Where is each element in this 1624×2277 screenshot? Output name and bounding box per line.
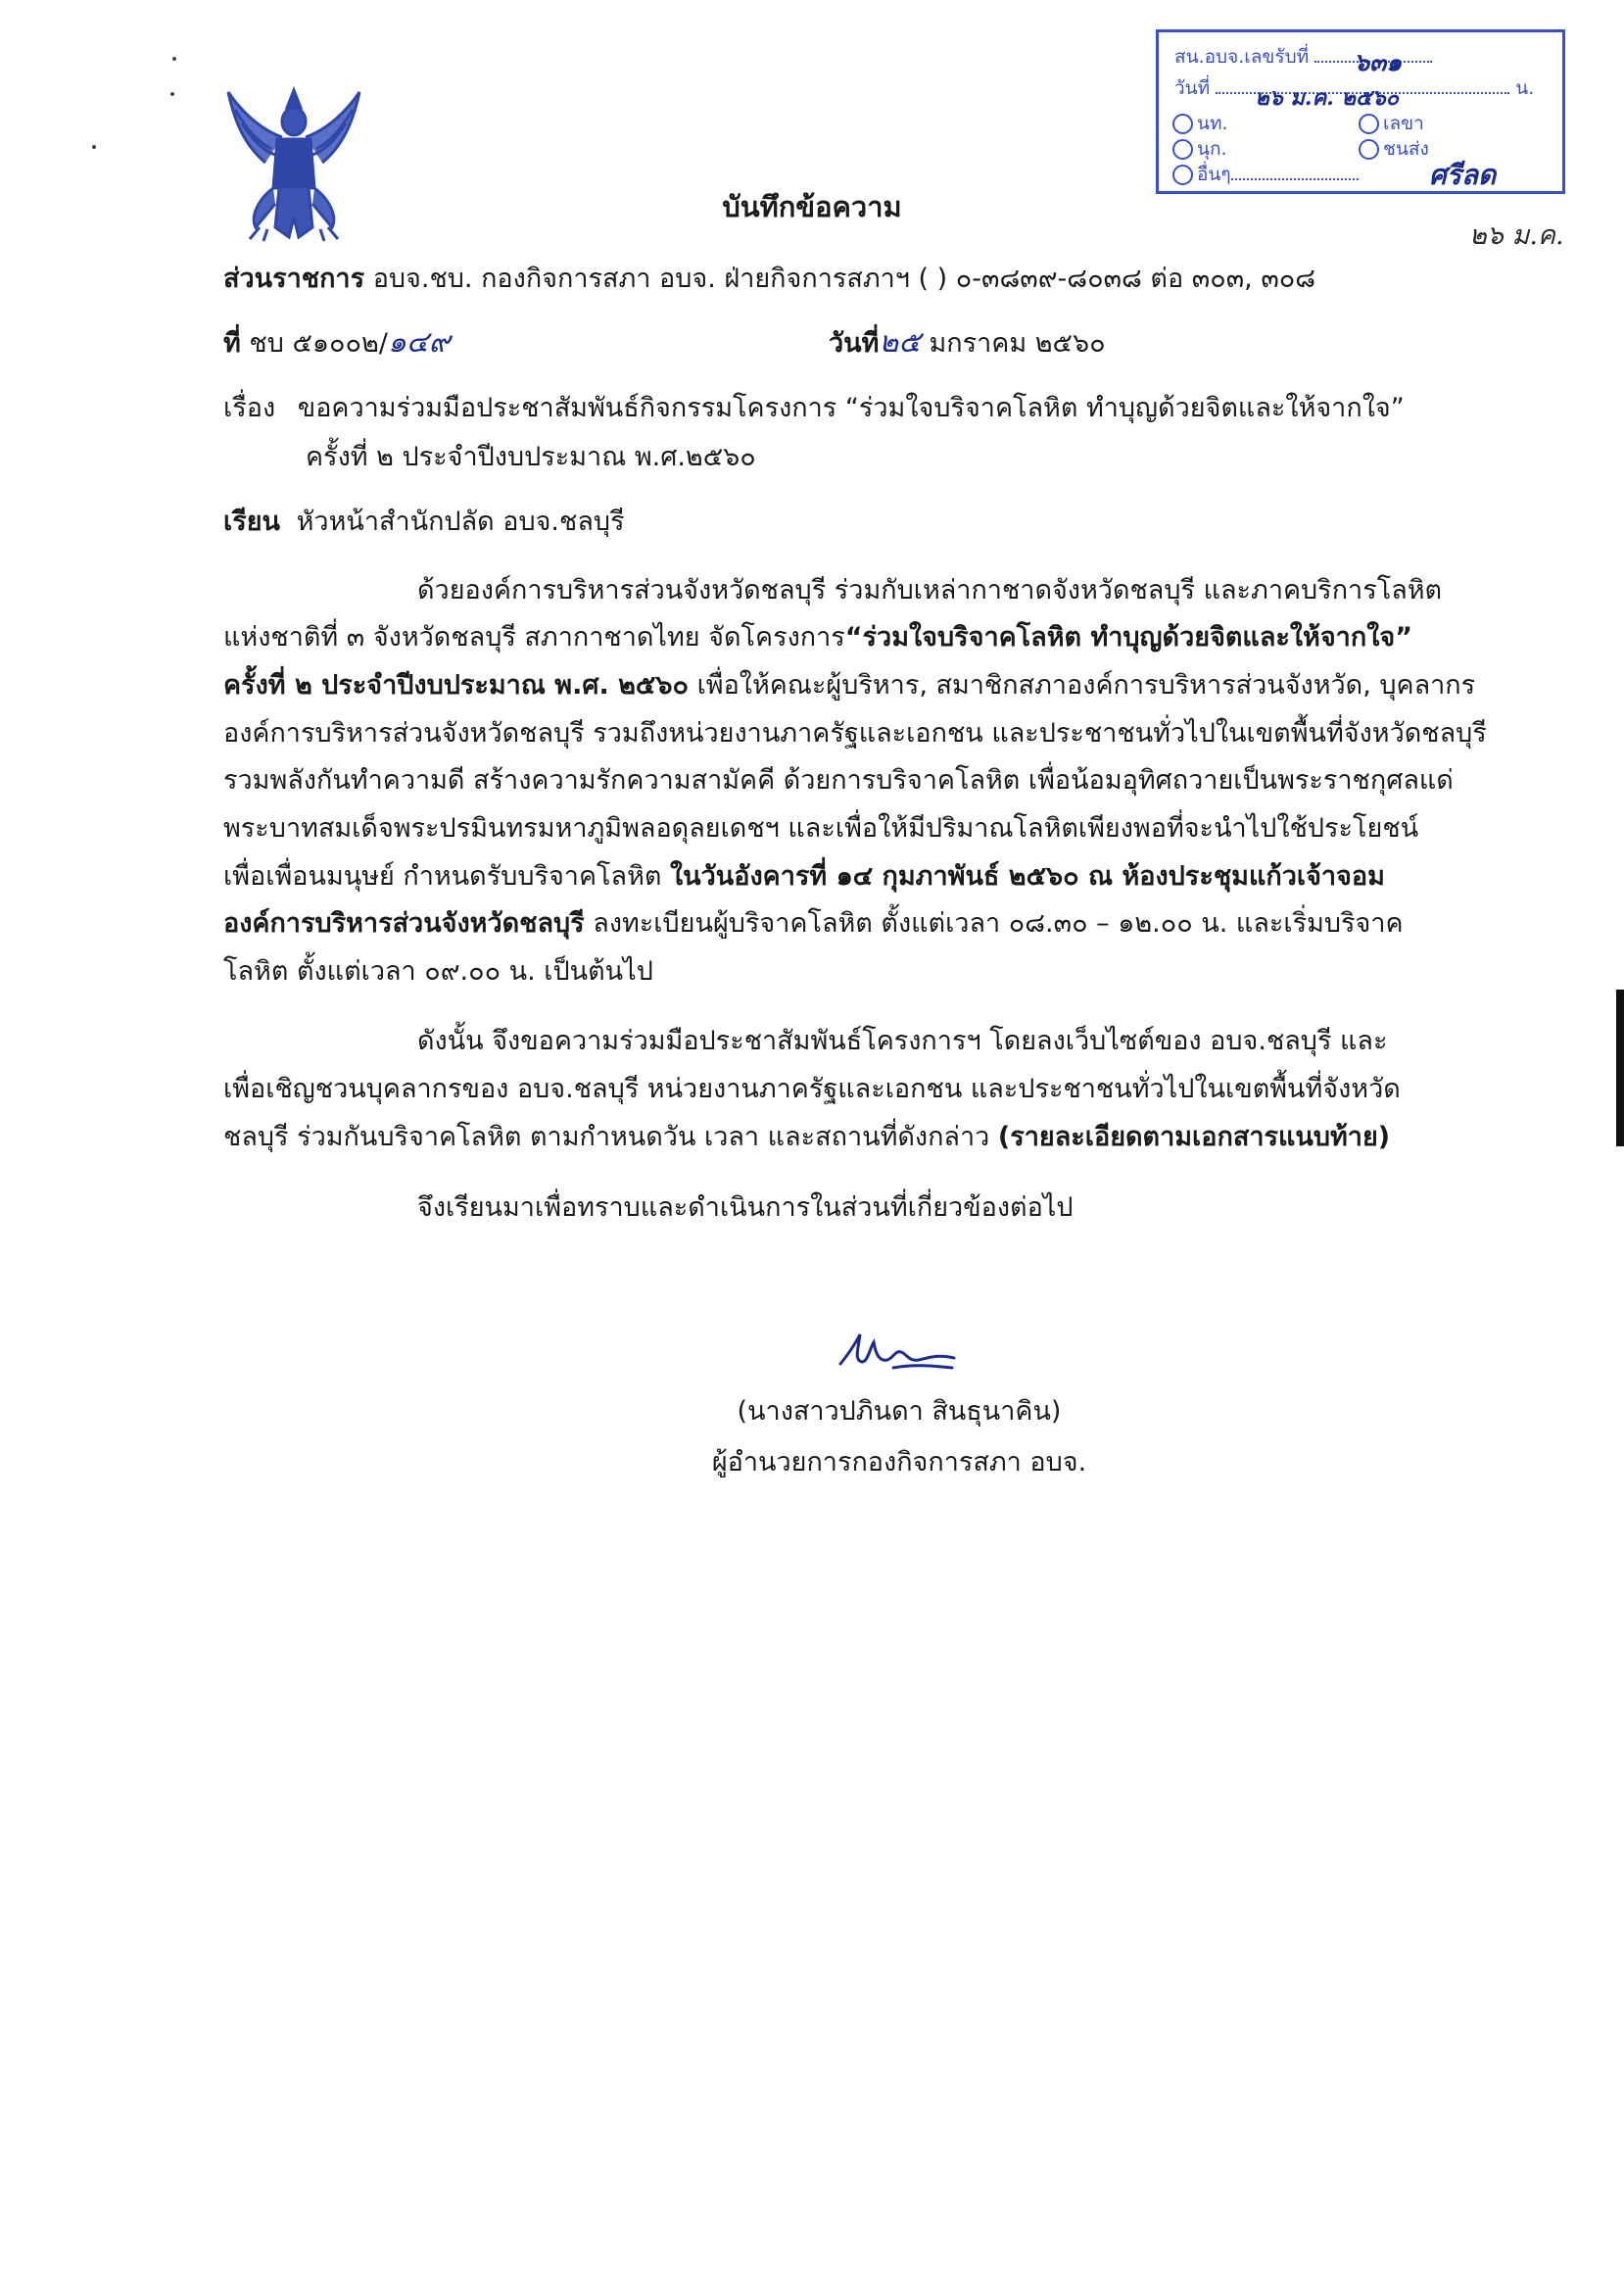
body-p1-line-3 bbox=[223, 663, 1475, 705]
scan-edge-shadow bbox=[1616, 990, 1624, 1146]
body-p1-line-2a: แห่งชาติที่ ๓ จังหวัดชลบุรี สภากาชาดไทย จัดโครงการ bbox=[223, 622, 845, 653]
body-p1-line-9: โลหิต ตั้งแต่เวลา ๐๙.๐๐ น. เป็นต้นไป bbox=[223, 956, 653, 987]
stamp-option-5: อื่นๆ bbox=[1197, 164, 1231, 185]
reference-label: ที่ bbox=[223, 328, 241, 359]
body-p1-line-4: องค์การบริหารส่วนจังหวัดชลบุรี รวมถึงหน่วยงานภาครัฐและเอกชน และประชาชนทั่วไปในเขตพื้นที่จังหวัดชลบุรี bbox=[223, 718, 1487, 749]
stamp-date-suffix: น. bbox=[1515, 77, 1535, 99]
subject-text-1: ขอความร่วมมือประชาสัมพันธ์กิจกรรมโครงการ “ร่วมใจบริจาคโลหิต ทำบุญด้วยจิตและให้จากใจ” bbox=[297, 393, 1405, 423]
date-value: มกราคม ๒๕๖๐ bbox=[929, 328, 1106, 359]
body-p2-line-3 bbox=[223, 1115, 1390, 1157]
signatory-position: ผู้อำนวยการกองกิจการสภา อบจ. bbox=[711, 1447, 1087, 1478]
registration-time: ลงทะเบียนผู้บริจาคโลหิต ตั้งแต่เวลา ๐๘.๓๐ – ๑๒.๐๐ น. และเริ่มบริจาค bbox=[584, 908, 1404, 939]
body-p1-line-6: พระบาทสมเด็จพระปรมินทรมหาภูมิพลอดุลยเดชฯ และเพื่อให้มีปริมาณโลหิตเพียงพอที่จะนำไปใช้ประโยชน์ bbox=[223, 813, 1419, 844]
venue-organization: องค์การบริหารส่วนจังหวัดชลบุรี bbox=[223, 908, 585, 939]
body-p1-line-3b: เพื่อให้คณะผู้บริหาร, สมาชิกสภาองค์การบริหารส่วนจังหวัด, บุคลากร bbox=[688, 670, 1476, 701]
stamp-checkbox-3 bbox=[1172, 139, 1193, 160]
closing-line: จึงเรียนมาเพื่อทราบและดำเนินการในส่วนที่เกี่ยวข้องต่อไป bbox=[417, 1192, 1074, 1223]
agency-label: ส่วนราชการ bbox=[223, 264, 365, 294]
stamp-handwritten-signature: ศรีลด bbox=[1429, 159, 1497, 191]
stamp-date-value: ๒๖ ม.ค. ๒๕๖๐ bbox=[1255, 85, 1400, 111]
addressee-label: เรียน bbox=[223, 507, 281, 537]
receive-stamp bbox=[1156, 29, 1565, 194]
body-p2-line-3a: ชลบุรี ร่วมกันบริจาคโลหิต ตามกำหนดวัน เวลา และสถานที่ดังกล่าว bbox=[223, 1122, 998, 1152]
memo-title: บันทึกข้อความ bbox=[722, 190, 902, 223]
date-line bbox=[829, 319, 1106, 365]
stamp-option-3: นุก. bbox=[1197, 138, 1227, 160]
body-p1-line-7a: เพื่อเพื่อนมนุษย์ กำหนดรับบริจาคโลหิต bbox=[223, 861, 670, 892]
subject-line-1 bbox=[223, 386, 1405, 428]
date-label: วันที่ bbox=[829, 328, 880, 359]
agency-line bbox=[223, 257, 1315, 299]
addressee-line bbox=[223, 500, 625, 542]
body-p1-line-5: รวมพลังกันทำความดี สร้างความรักความสามัคคี ด้วยการบริจาคโลหิต เพื่อน้อมอุทิศถวายเป็นพระราชกุศลแด่ bbox=[223, 765, 1454, 796]
stamp-number-label: สน.อบจ.เลขรับที่ bbox=[1174, 46, 1310, 68]
stamp-checkbox-2 bbox=[1359, 114, 1379, 134]
stamp-option-4: ชนส่ง bbox=[1383, 138, 1429, 160]
event-date-venue: ในวันอังคารที่ ๑๔ กุมภาพันธ์ ๒๕๖๐ ณ ห้องประชุมแก้วเจ้าจอม bbox=[669, 861, 1385, 892]
body-p1-line-1: ด้วยองค์การบริหารส่วนจังหวัดชลบุรี ร่วมกับเหล่ากาชาดจังหวัดชลบุรี และภาคบริการโลหิต bbox=[417, 575, 1443, 606]
body-p2-line-1: ดังนั้น จึงขอความร่วมมือประชาสัมพันธ์โครงการฯ โดยลงเว็บไซต์ของ อบจ.ชลบุรี และ bbox=[417, 1026, 1388, 1056]
body-p1-line-2 bbox=[223, 615, 1412, 657]
agency-value: อบจ.ชบ. กองกิจการสภา อบจ. ฝ่ายกิจการสภาฯ ( ) ๐-๓๘๓๙-๘๐๓๘ ต่อ ๓๐๓, ๓๐๘ bbox=[372, 264, 1316, 294]
body-p1-line-8 bbox=[223, 901, 1404, 944]
signature-scribble-icon bbox=[835, 1325, 960, 1380]
handwritten-margin-date: ๒๖ ม.ค. bbox=[1469, 220, 1564, 251]
date-handwritten: ๒๕ bbox=[879, 325, 921, 360]
stamp-checkbox-5 bbox=[1172, 165, 1193, 185]
reference-handwritten: ๑๔๙ bbox=[387, 325, 451, 360]
reference-line bbox=[223, 319, 451, 365]
stamp-option-2: เลขา bbox=[1383, 113, 1424, 134]
stamp-date-label: วันที่ bbox=[1174, 77, 1211, 99]
signatory-name: (นางสาวปภินดา สินธุนาคิน) bbox=[737, 1396, 1062, 1427]
scan-speck bbox=[92, 145, 96, 149]
body-p2-line-2: เพื่อเชิญชวนบุคลากรของ อบจ.ชลบุรี หน่วยงานภาครัฐและเอกชน และประชาชนทั่วไปในเขตพื้นที่จังหวัด bbox=[223, 1074, 1401, 1104]
stamp-checkbox-4 bbox=[1359, 139, 1379, 160]
project-round: ครั้งที่ ๒ ประจำปีงบประมาณ พ.ศ. ๒๕๖๐ bbox=[223, 670, 689, 701]
scan-speck bbox=[172, 57, 176, 61]
addressee-value: หัวหน้าสำนักปลัด อบจ.ชลบุรี bbox=[296, 507, 625, 537]
body-p1-line-7 bbox=[223, 854, 1385, 896]
stamp-checkbox-1 bbox=[1172, 114, 1193, 134]
project-name: “ร่วมใจบริจาคโลหิต ทำบุญด้วยจิตและให้จากใจ” bbox=[844, 622, 1412, 653]
stamp-number-value: ๖๓๑ bbox=[1354, 48, 1403, 76]
stamp-option-1: นท. bbox=[1197, 113, 1228, 134]
scan-speck bbox=[170, 92, 174, 96]
subject-text-2: ครั้งที่ ๒ ประจำปีงบประมาณ พ.ศ.๒๕๖๐ bbox=[306, 442, 756, 472]
subject-label: เรื่อง bbox=[223, 393, 276, 423]
attachment-note: (รายละเอียดตามเอกสารแนบท้าย) bbox=[997, 1122, 1391, 1152]
reference-value: ชบ ๕๑๐๐๒/ bbox=[249, 328, 388, 359]
